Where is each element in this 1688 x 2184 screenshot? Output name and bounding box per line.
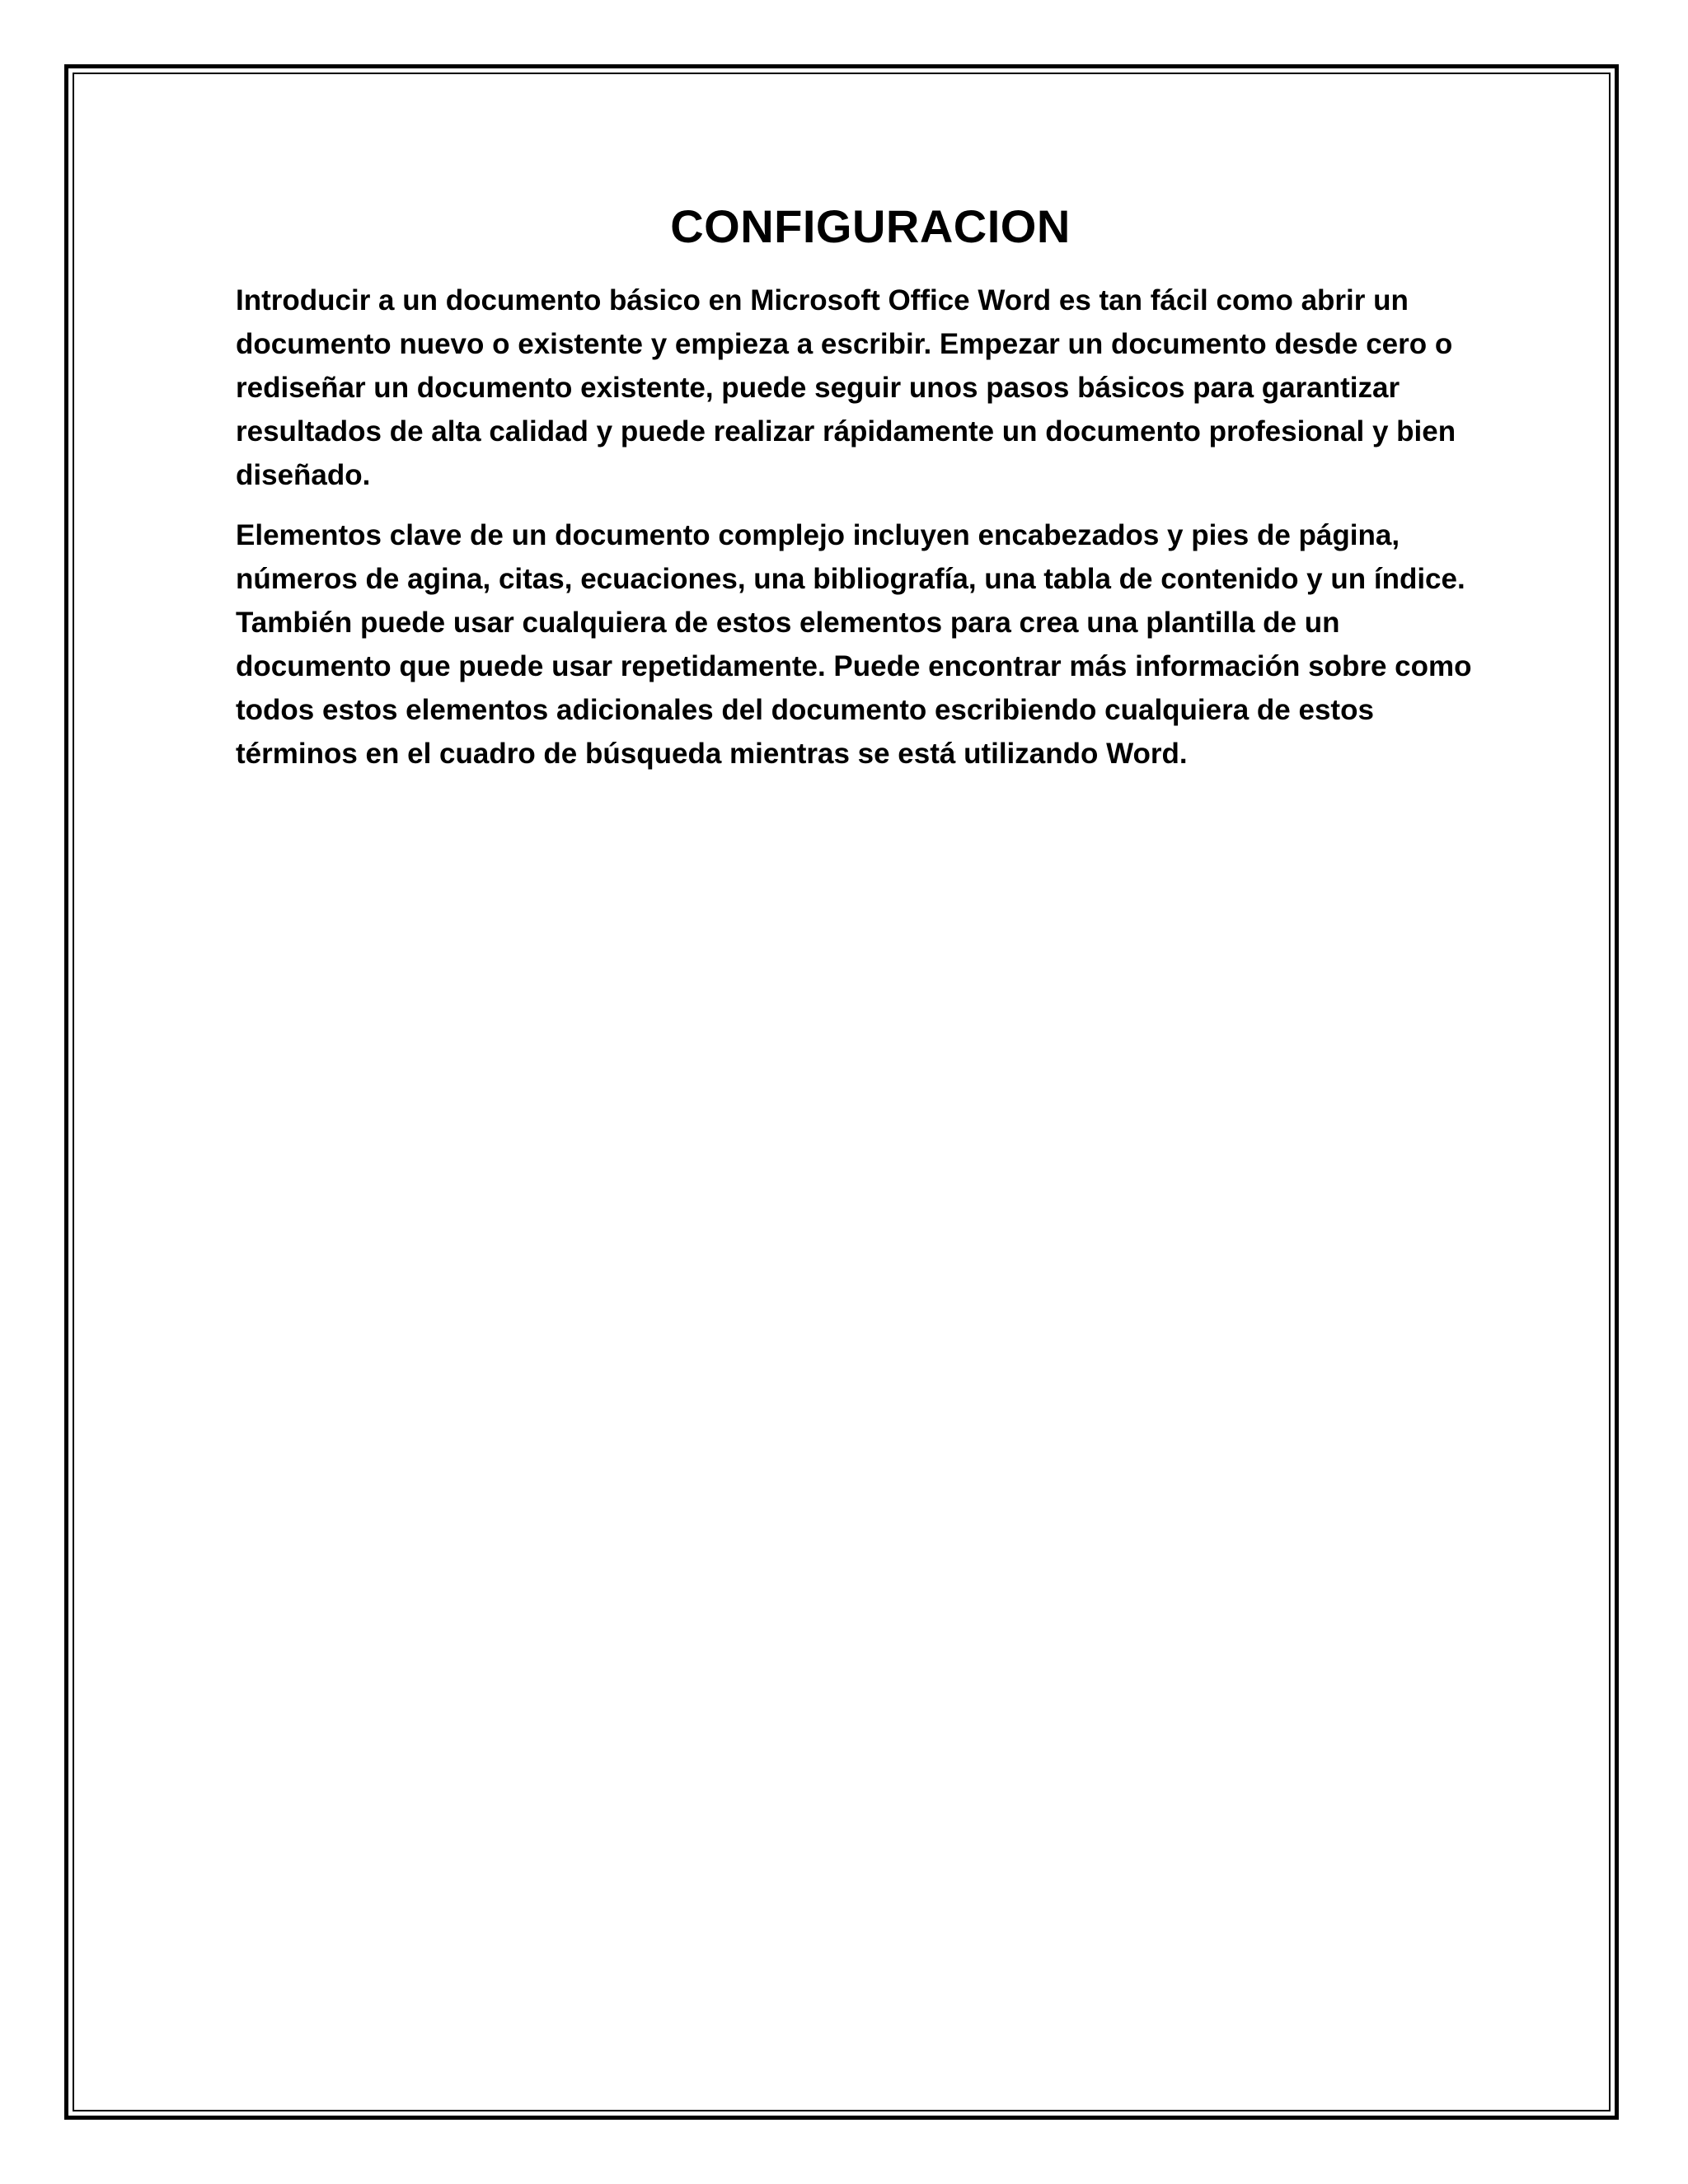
document-title: CONFIGURACION: [670, 200, 1071, 252]
paragraph-intro: Introducir a un documento básico en Microsoft Office Word es tan fácil como abrir un documento nuevo o existente y empieza a escribir. Empezar un documento desde cero o rediseñar un documento existente, puede seguir unos pasos básicos para garantizar resultados de alta calidad y puede realizar rápidamente un documento profesional y bien diseñado.: [236, 284, 1456, 491]
document-body: [236, 194, 1472, 792]
paragraph-elements: Elementos clave de un documento complejo incluyen encabezados y pies de página, números de agina, citas, ecuaciones, una bibliografía, una tabla de contenido y un índice. También puede usar cualquiera de estos elementos para crea una plantilla de un documento que puede usar repetidamente. Puede encontrar más información sobre como todos estos elementos adicionales del documento escribiendo cualquiera de estos términos en el cuadro de búsqueda mientras se está utilizando Word.: [236, 519, 1472, 770]
